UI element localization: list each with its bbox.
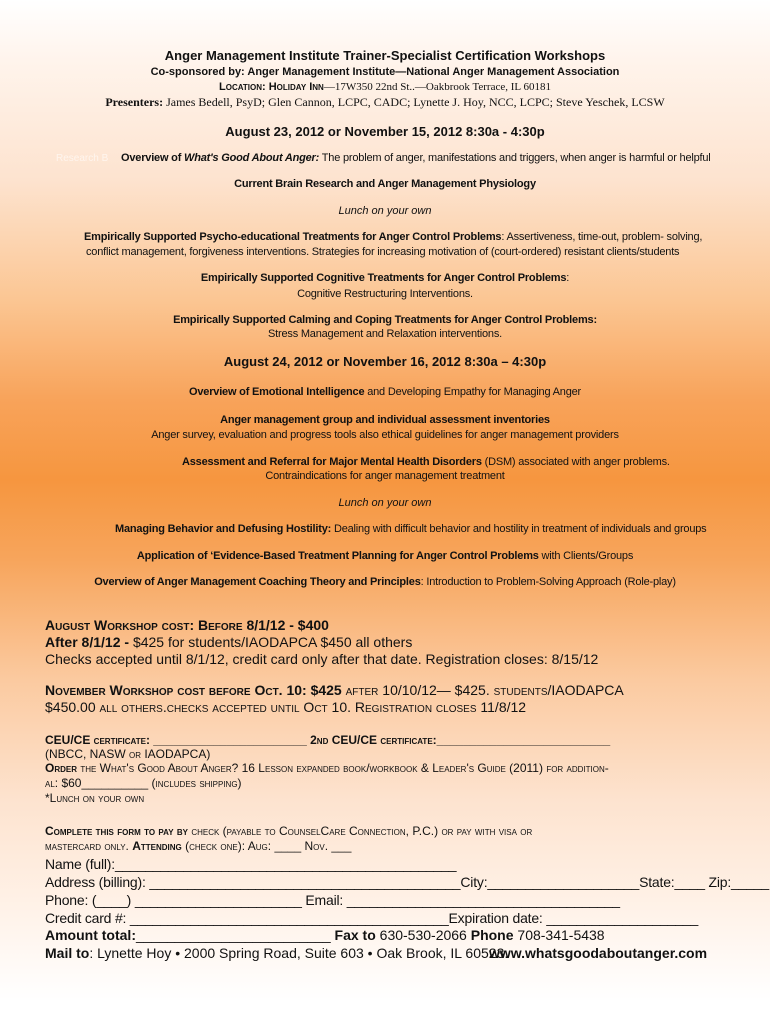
day1-item-overview bbox=[121, 152, 711, 164]
faint-text: Research B bbox=[56, 153, 109, 164]
phone-email-field[interactable]: Phone: (____) ______________________ Email: ____________________________________ bbox=[45, 892, 620, 908]
credit-card-field[interactable]: Credit card #: __________________________________________Expiration date: ____________________ bbox=[45, 910, 699, 926]
november-cost-heading-bold: November Workshop cost before Oct. 10: $425 bbox=[45, 682, 342, 698]
day2-item-referral-bold: Assessment and Referral for Major Mental Health Disorders bbox=[182, 456, 482, 468]
day2-item-coaching-text: : Introduction to Problem-Solving Approach (Role-play) bbox=[420, 576, 676, 588]
day1-item-psychoeducational-bold: Empirically Supported Psycho-educational Treatments for Anger Control Problems bbox=[84, 231, 502, 243]
day1-item-brain-research: Current Brain Research and Anger Management Physiology bbox=[234, 178, 536, 190]
amount-total-line[interactable] bbox=[45, 927, 605, 943]
location-label: Location: Holiday Inn bbox=[219, 81, 324, 93]
day2-item-coaching bbox=[0, 576, 770, 588]
august-cost-after-bold: After 8/1/12 - bbox=[45, 634, 133, 650]
august-cost-after-text: $425 for students/IAODAPCA $450 all others bbox=[132, 634, 413, 650]
cosponsor-line: Co-sponsored by: Anger Management Institute—National Anger Management Association bbox=[150, 66, 620, 78]
day1-item-cognitive-bold: Empirically Supported Cognitive Treatments for Anger Control Problems bbox=[200, 272, 567, 284]
phone-number: 708-341-5438 bbox=[513, 927, 605, 943]
lunch-note: *Lunch on your own bbox=[45, 791, 145, 805]
order-book-text: the What's Good About Anger? 16 Lesson expanded book/workbook & Leader's Guide (2011) for addition- bbox=[77, 761, 609, 775]
complete-form-line bbox=[45, 824, 532, 838]
day2-item-emotional-intelligence bbox=[0, 386, 770, 398]
day1-item-overview-text: The problem of anger, manifestations and triggers, when anger is harmful or helpful bbox=[319, 152, 711, 164]
day2-item-evidence-based-text: with Clients/Groups bbox=[538, 550, 634, 562]
day1-item-overview-bold: Overview of bbox=[121, 152, 185, 164]
november-cost-heading-text: after 10/10/12— $425. students/IAODAPCA bbox=[341, 682, 624, 698]
day2-item-assessment-inventories-line2: Anger survey, evaluation and progress tools also ethical guidelines for anger management providers bbox=[151, 429, 619, 441]
day1-item-cognitive-text: : bbox=[566, 272, 570, 284]
location-line bbox=[0, 81, 770, 93]
day1-item-psychoeducational bbox=[84, 231, 702, 243]
day1-item-calming: Empirically Supported Calming and Coping Treatments for Anger Control Problems: bbox=[173, 314, 597, 326]
day2-item-hostility-bold: Managing Behavior and Defusing Hostility: bbox=[115, 523, 332, 535]
order-book-line bbox=[45, 761, 609, 775]
amount-total-field[interactable]: _________________________ bbox=[135, 927, 335, 943]
day2-item-evidence-based bbox=[0, 550, 770, 562]
day2-date: August 24, 2012 or November 16, 2012 8:30a – 4:30p bbox=[223, 354, 547, 369]
name-field[interactable]: Name (full):_____________________________________________ bbox=[45, 856, 457, 872]
day2-item-referral-text: (DSM) associated with anger problems. bbox=[481, 456, 670, 468]
presenters-label: Presenters: bbox=[105, 95, 164, 109]
order-book-line2[interactable]: al: $60__________ (includes shipping) bbox=[45, 776, 242, 790]
day1-date: August 23, 2012 or November 15, 2012 8:30a - 4:30p bbox=[225, 124, 545, 139]
day1-item-psychoeducational-text: : Assertiveness, time-out, problem- solving, bbox=[501, 231, 703, 243]
location-text: —17W350 22nd St..—Oakbrook Terrace, IL 60181 bbox=[323, 81, 551, 93]
august-checks-note: Checks accepted until 8/1/12, credit card only after that date. Registration closes: 8/15/12 bbox=[45, 651, 599, 667]
page-title: Anger Management Institute Trainer-Specialist Certification Workshops bbox=[164, 48, 606, 63]
day2-item-ei-bold: Overview of Emotional Intelligence bbox=[189, 386, 365, 398]
attending-checkboxes[interactable]: (check one): Aug: ____ Nov. ___ bbox=[181, 839, 352, 853]
november-cost-line2: $450.00 all others.checks accepted until Oct 10. Registration closes 11/8/12 bbox=[45, 699, 527, 715]
august-cost-heading: August Workshop cost: Before 8/1/12 - $400 bbox=[45, 617, 329, 633]
august-cost-after bbox=[45, 634, 412, 650]
day2-item-hostility-text: Dealing with difficult behavior and hostility in treatment of individuals and groups bbox=[331, 523, 707, 535]
day2-lunch: Lunch on your own bbox=[338, 497, 432, 509]
order-book-bold: Order bbox=[45, 761, 78, 775]
day1-item-calming-line2: Stress Management and Relaxation interventions. bbox=[268, 328, 502, 340]
mail-to-label: Mail to bbox=[45, 945, 90, 961]
fax-label: Fax to bbox=[334, 927, 376, 943]
attending-bold: Attending bbox=[132, 839, 182, 853]
day2-item-hostility bbox=[115, 523, 706, 535]
website-link[interactable]: www.whatsgoodaboutanger.com bbox=[489, 945, 708, 961]
day2-item-referral bbox=[182, 456, 670, 468]
day2-item-ei-text: and Developing Empathy for Managing Anger bbox=[364, 386, 581, 398]
day2-item-assessment-inventories: Anger management group and individual assessment inventories bbox=[220, 414, 550, 426]
attending-prefix: mastercard only. bbox=[45, 839, 133, 853]
complete-form-bold: Complete this form to pay by bbox=[45, 824, 188, 838]
november-cost-heading bbox=[45, 682, 624, 698]
day1-item-psychoeducational-line2: conflict management, forgiveness interventions. Strategies for increasing motivation of (court-ordered) resistant clients/students bbox=[86, 246, 680, 258]
amount-total-label: Amount total: bbox=[45, 927, 136, 943]
day1-item-cognitive bbox=[0, 272, 770, 284]
ceu-certificate-bodies: (NBCC, NASW or IAODAPCA) bbox=[45, 747, 211, 761]
attending-line[interactable] bbox=[45, 839, 351, 853]
mail-to-address: : Lynette Hoy • 2000 Spring Road, Suite 603 • Oak Brook, IL 60523. bbox=[89, 945, 509, 961]
day2-item-evidence-based-bold: Application of ‘Evidence-Based Treatment Planning for Anger Control Problems bbox=[136, 550, 539, 562]
address-field[interactable]: Address (billing): _________________________________________City:____________________State:____ Zip:_____ bbox=[45, 874, 769, 890]
day1-item-overview-italic: What's Good About Anger: bbox=[184, 152, 320, 164]
ceu-certificate-line[interactable]: CEU/CE certificate: _______________________ 2nd CEU/CE certificate:__________________________ bbox=[45, 733, 611, 747]
phone-label: Phone bbox=[470, 927, 514, 943]
day2-item-referral-line2: Contraindications for anger management treatment bbox=[265, 470, 505, 482]
mail-to-line bbox=[45, 945, 508, 961]
complete-form-text: check (payable to CounselCare Connection, P.C.) or pay with visa or bbox=[187, 824, 533, 838]
day1-lunch: Lunch on your own bbox=[338, 205, 432, 217]
fax-number: 630-530-2066 bbox=[375, 927, 471, 943]
presenters-text: James Bedell, PsyD; Glen Cannon, LCPC, CADC; Lynette J. Hoy, NCC, LCPC; Steve Yeschek, LCSW bbox=[163, 95, 665, 109]
presenters-line bbox=[0, 95, 770, 110]
day2-item-coaching-bold: Overview of Anger Management Coaching Theory and Principles bbox=[94, 576, 421, 588]
day1-item-cognitive-line2: Cognitive Restructuring Interventions. bbox=[297, 288, 473, 300]
